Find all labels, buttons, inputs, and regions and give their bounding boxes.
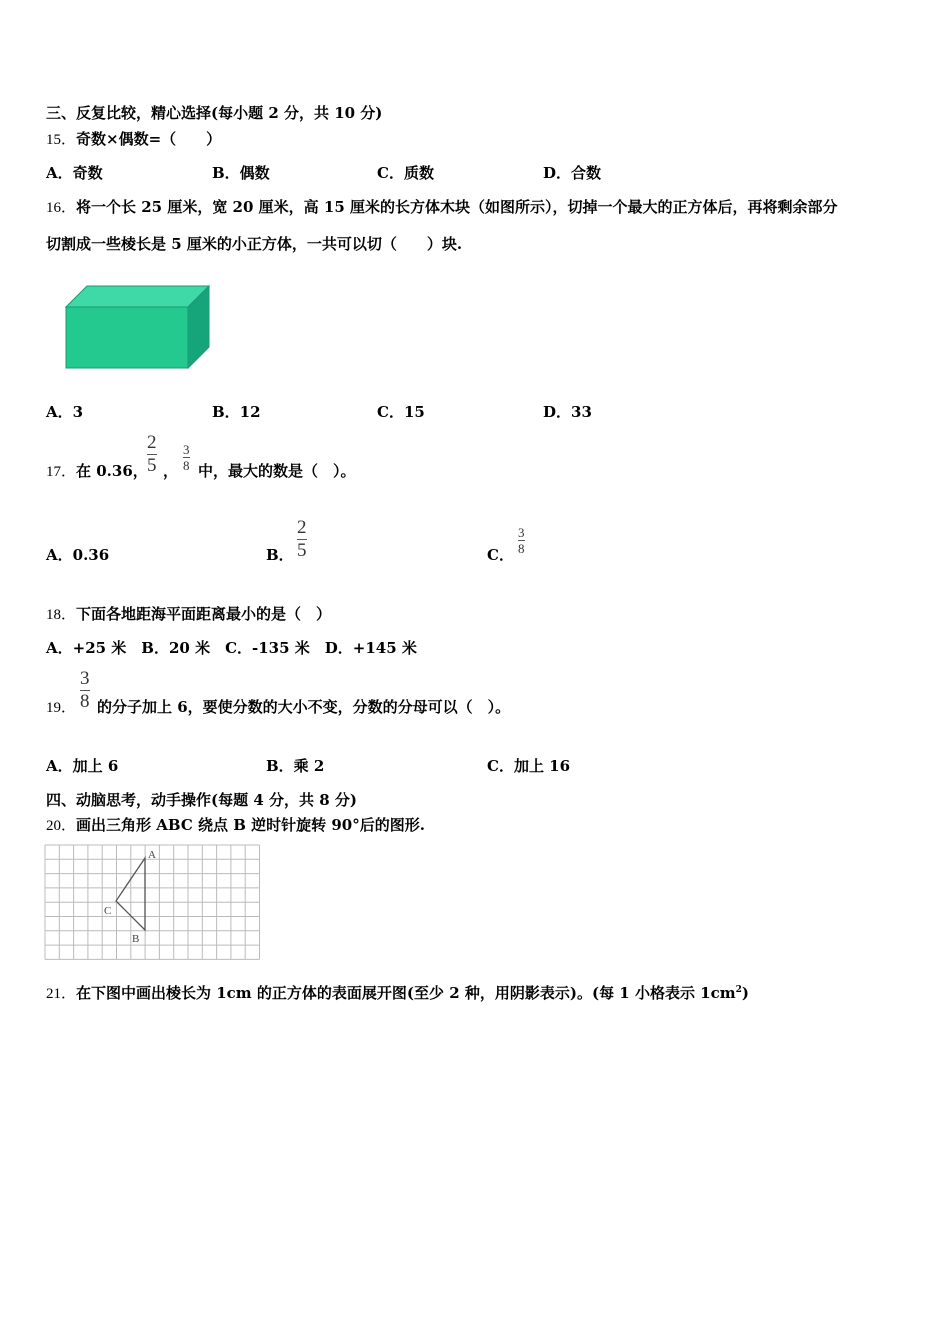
question-17-prefix — [46, 460, 148, 481]
denominator: 8 — [518, 541, 525, 556]
vertex-label-c: C — [104, 905, 112, 917]
question-stem-line-2: 切割成一些棱长是 5 厘米的小正方体，一共可以切（ ）块. — [46, 235, 463, 253]
question-stem-line-1: 将一个长 25 厘米，宽 20 厘米，高 15 厘米的长方体木块（如图所示），切掉一个最大的正方体后，再将剩余部分 — [76, 198, 838, 216]
vertex-label-a: A — [148, 849, 156, 861]
q16-option-b: B．12 — [212, 403, 261, 421]
numerator: 3 — [80, 668, 90, 689]
denominator: 8 — [80, 691, 90, 712]
question-16 — [46, 196, 837, 217]
fraction-3-8 — [183, 442, 190, 473]
question-stem: 的分子加上 6，要使分数的大小不变，分数的分母可以（ ）。 — [97, 698, 511, 716]
question-stem: 画出三角形 ABC 绕点 B 逆时针旋转 90°后的图形. — [76, 816, 425, 834]
option-c-fraction — [518, 525, 525, 556]
numerator: 3 — [183, 442, 190, 457]
question-number: 16． — [46, 200, 77, 216]
question-18 — [46, 603, 331, 624]
q17-option-b: B． — [266, 546, 294, 564]
question-stem: 在下图中画出棱长为 1cm 的正方体的表面展开图(至少 2 种，用阴影表示)。(每 1 小格表示 1cm — [76, 984, 736, 1002]
q19-option-c: C．加上 16 — [487, 757, 571, 775]
question-number: 15． — [46, 132, 77, 148]
q15-option-b: B．偶数 — [212, 164, 270, 182]
cuboid-top-face — [66, 286, 209, 307]
q17-option-c: C． — [487, 546, 514, 564]
option-b-fraction — [297, 517, 307, 562]
cuboid-figure — [60, 280, 220, 375]
q15-option-d: D．合数 — [543, 164, 602, 182]
numerator: 2 — [297, 517, 307, 538]
triangle-grid — [44, 844, 262, 962]
q16-option-c: C．15 — [377, 403, 425, 421]
fraction-3-8 — [80, 668, 90, 713]
vertex-label-b: B — [132, 933, 140, 945]
question-21 — [46, 982, 749, 1003]
close-paren: ) — [741, 984, 749, 1002]
fraction-2-5 — [147, 432, 157, 477]
question-number: 17． — [46, 464, 77, 480]
question-15 — [46, 128, 221, 149]
question-number: 20． — [46, 818, 77, 834]
question-20 — [46, 814, 425, 835]
cuboid-front-face — [66, 307, 188, 368]
q16-option-a: A．3 — [46, 403, 84, 421]
q18-options: A．+25 米 B．20 米 C．-135 米 D．+145 米 — [46, 639, 417, 657]
numerator: 2 — [147, 432, 157, 453]
q15-option-c: C．质数 — [377, 164, 434, 182]
denominator: 5 — [297, 540, 307, 561]
section-4-title: 四、动脑思考，动手操作(每题 4 分，共 8 分) — [46, 791, 357, 809]
question-stem-post: 中，最大的数是（ ）。 — [198, 462, 356, 480]
numerator: 3 — [518, 525, 525, 540]
question-stem: 下面各地距海平面距离最小的是（ ） — [76, 605, 332, 623]
denominator: 5 — [147, 455, 157, 476]
question-stem-pre: 在 0.36， — [76, 462, 148, 480]
comma: ， — [163, 462, 179, 480]
superscript-2: 2 — [735, 985, 742, 995]
section-3-title: 三、反复比较，精心选择(每小题 2 分，共 10 分) — [46, 104, 383, 122]
question-number: 21． — [46, 986, 77, 1002]
question-number: 19． — [46, 700, 77, 716]
q19-option-b: B．乘 2 — [266, 757, 325, 775]
question-stem: 奇数×偶数=（ ） — [76, 130, 222, 148]
q16-option-d: D．33 — [543, 403, 592, 421]
denominator: 8 — [183, 458, 190, 473]
question-number: 18． — [46, 607, 77, 623]
q19-option-a: A．加上 6 — [46, 757, 119, 775]
q15-option-a: A．奇数 — [46, 164, 103, 182]
grid-lines — [45, 845, 260, 959]
q17-option-a: A．0.36 — [46, 546, 110, 564]
